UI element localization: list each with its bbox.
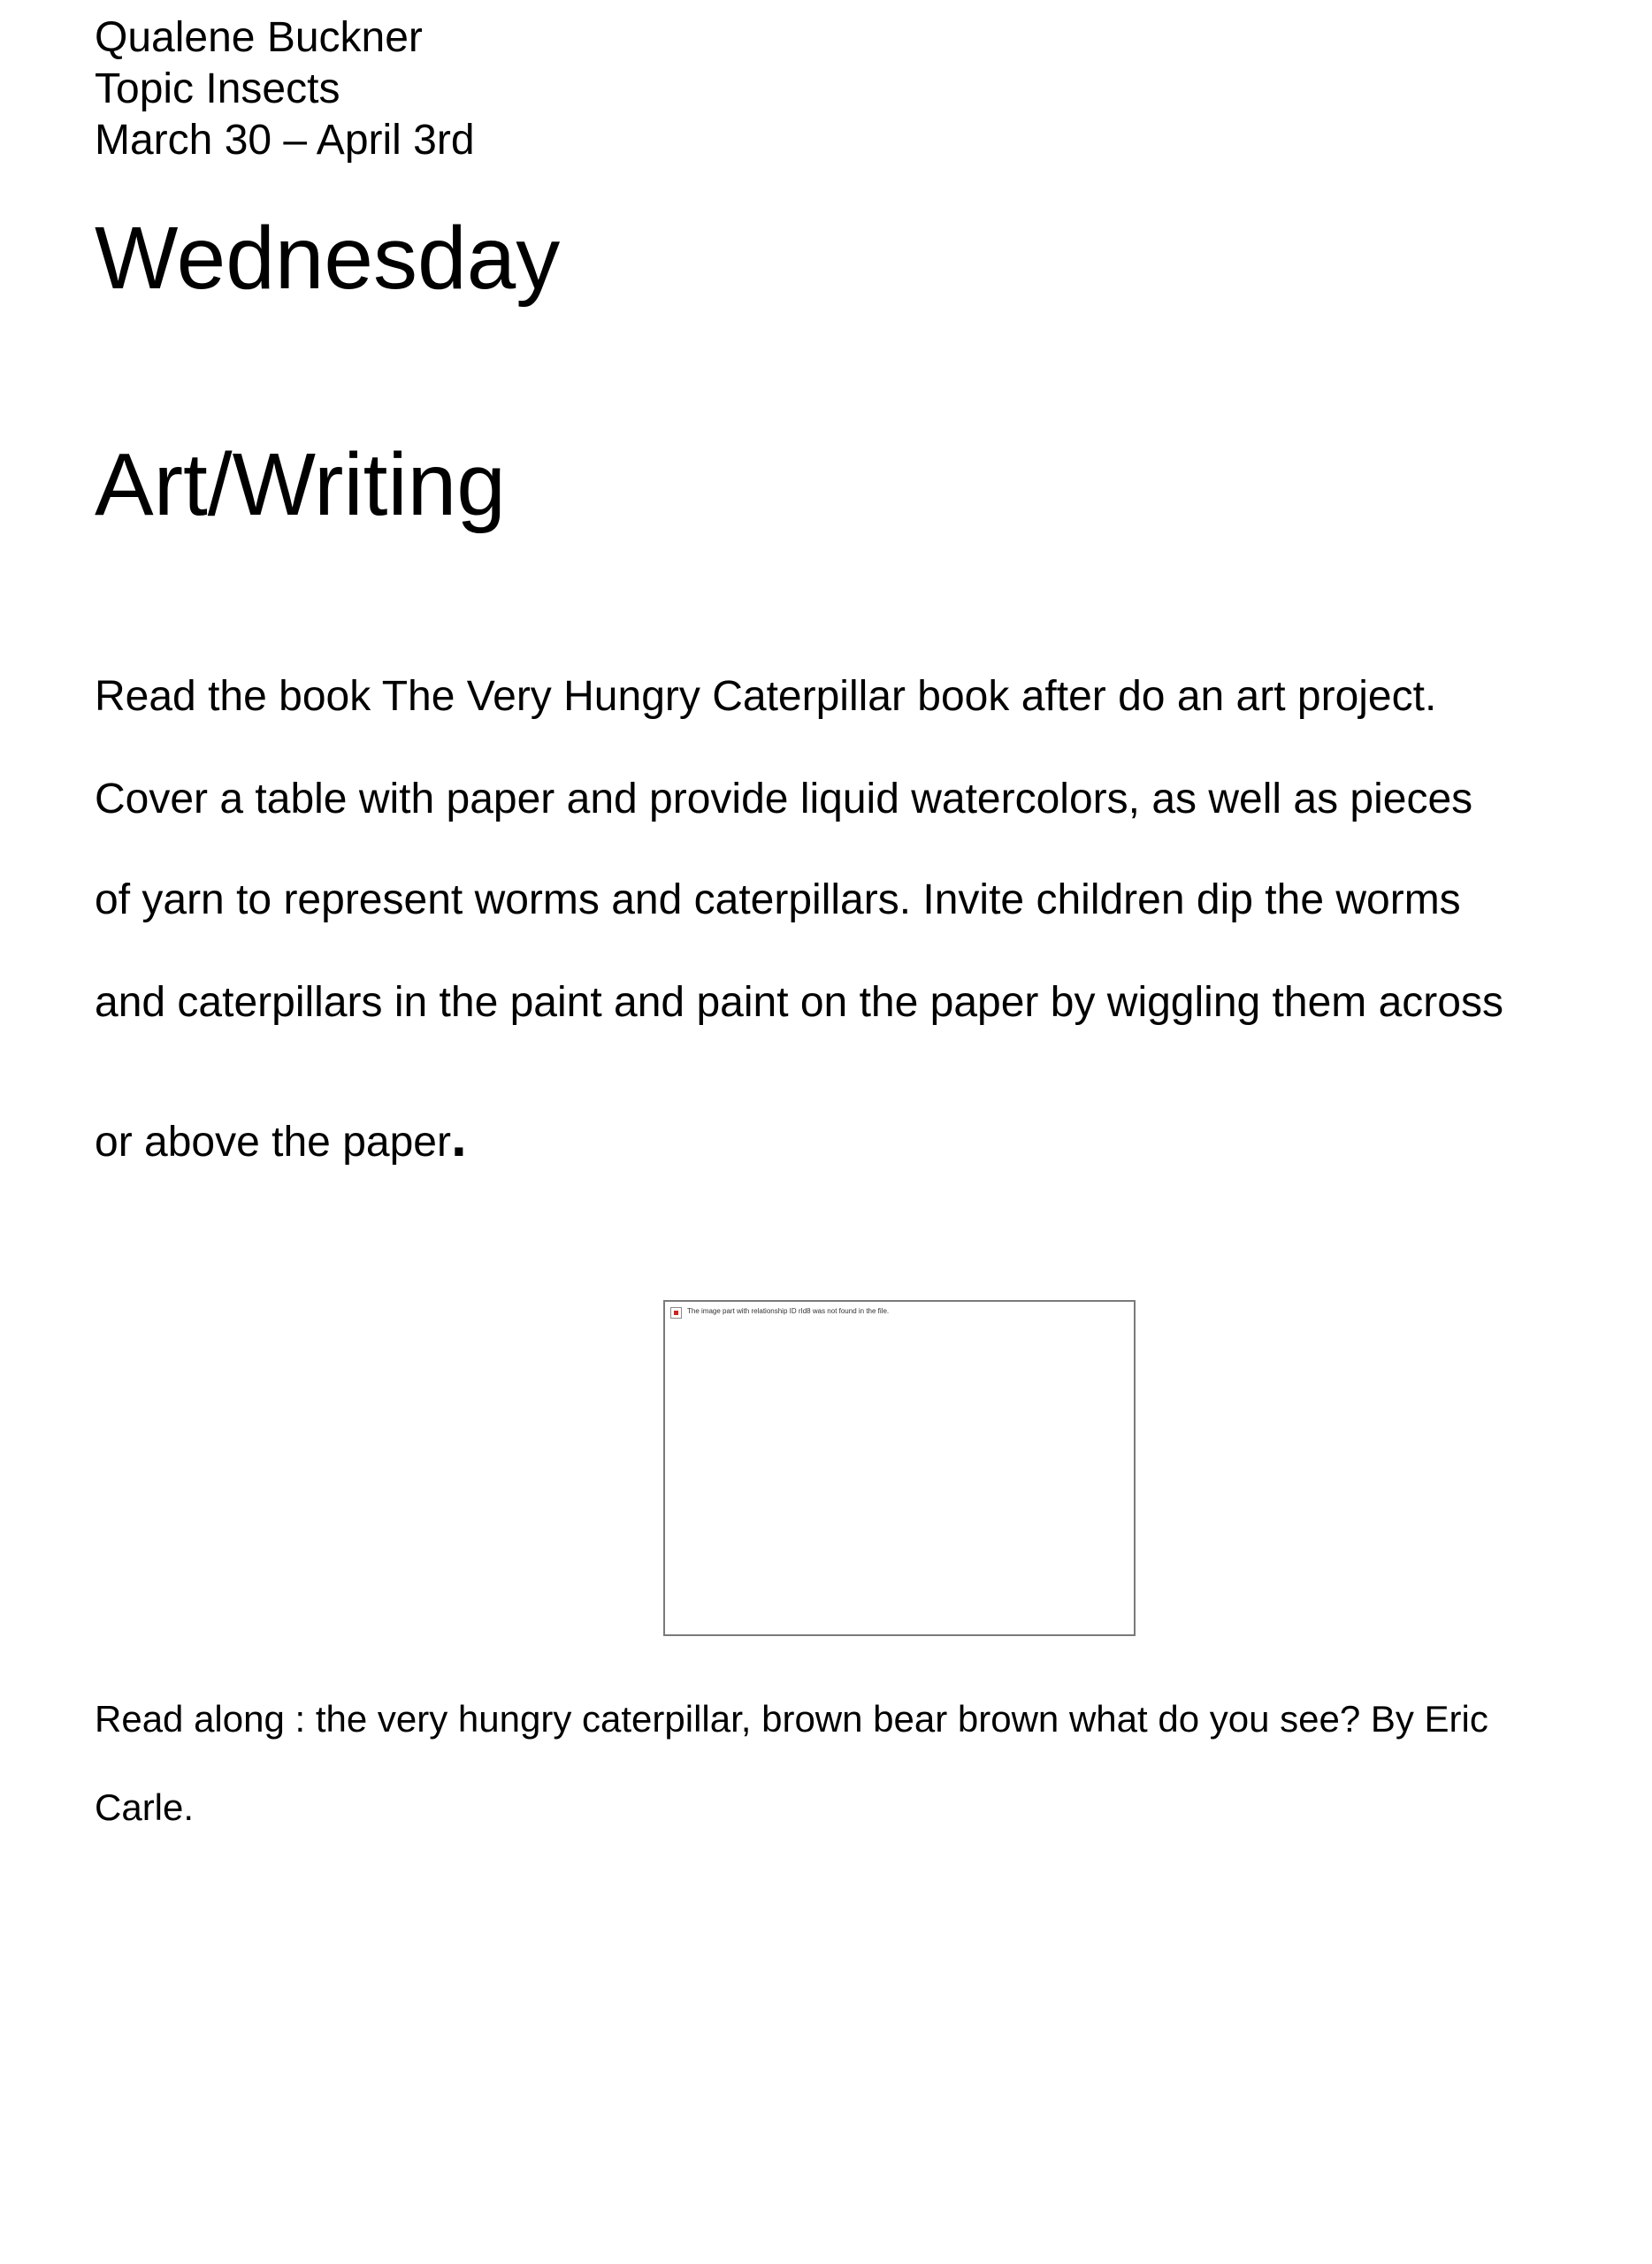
- broken-image-icon: [670, 1307, 682, 1319]
- paragraph-line-5-text: or above the paper: [95, 1119, 451, 1166]
- paragraph-line-3: of yarn to represent worms and caterpillars. Invite children dip the worms: [95, 876, 1461, 923]
- document-header: [95, 12, 1510, 166]
- topic-line: Topic Insects: [95, 65, 340, 112]
- read-along-line-2: Carle.: [95, 1786, 195, 1828]
- author-name: Qualene Buckner: [95, 14, 423, 61]
- day-heading: Wednesday: [95, 209, 561, 308]
- missing-image-placeholder: [663, 1300, 1136, 1636]
- missing-image-message: The image part with relationship ID rId8 was not found in the file.: [687, 1307, 890, 1315]
- read-along-line-1: Read along : the very hungry caterpillar, brown bear brown what do you see? By Eric: [95, 1698, 1488, 1740]
- paragraph-line-1: Read the book The Very Hungry Caterpillar book after do an art project.: [95, 673, 1437, 720]
- paragraph-line-4: and caterpillars in the paint and paint on the paper by wiggling them across: [95, 979, 1503, 1026]
- final-period: .: [450, 1105, 467, 1168]
- section-heading: Art/Writing: [95, 435, 506, 534]
- paragraph-line-5: [95, 1105, 467, 1169]
- date-range: March 30 – April 3rd: [95, 117, 475, 164]
- paragraph-line-2: Cover a table with paper and provide liquid watercolors, as well as pieces: [95, 776, 1473, 822]
